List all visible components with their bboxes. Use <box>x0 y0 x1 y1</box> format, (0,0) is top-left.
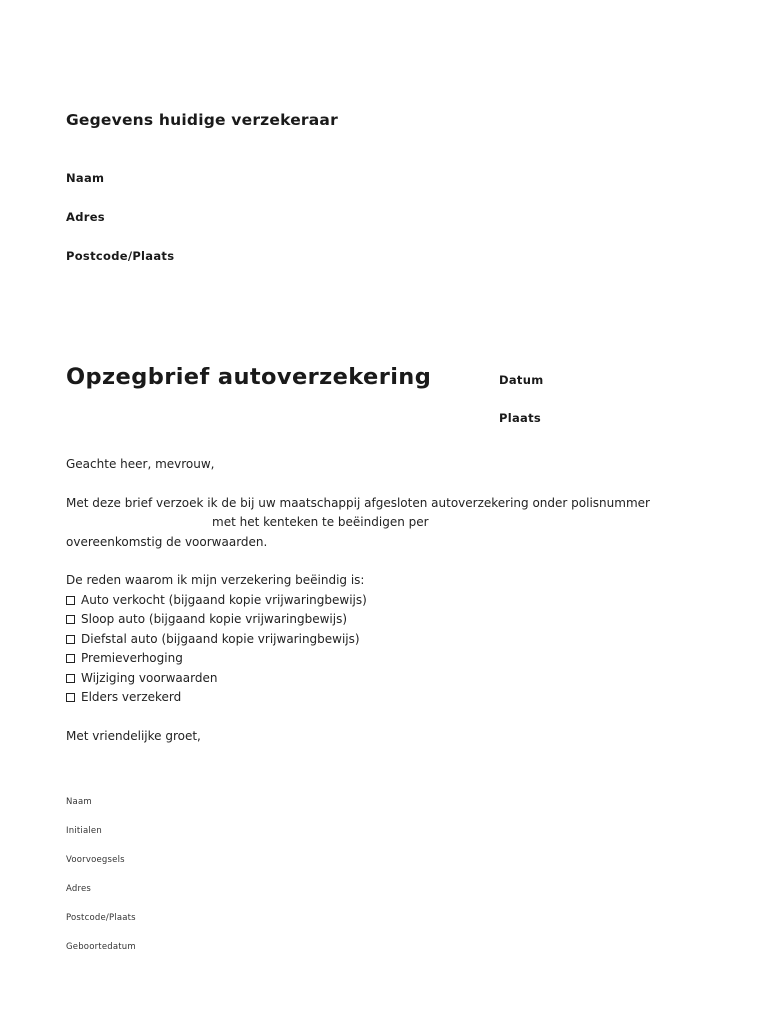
list-item <box>66 649 367 668</box>
body-line-3: overeenkomstig de voorwaarden. <box>66 535 268 549</box>
sender-prefix-label: Voorvoegsels <box>66 855 125 865</box>
reason-label: Auto verkocht (bijgaand kopie vrijwaringbewijs) <box>81 593 367 607</box>
reason-label: Sloop auto (bijgaand kopie vrijwaringbewijs) <box>81 612 348 627</box>
date-label: Datum <box>499 373 544 387</box>
checkbox-icon[interactable] <box>66 615 75 624</box>
checkbox-icon[interactable] <box>66 596 75 605</box>
place-label: Plaats <box>499 411 542 425</box>
salutation: Geachte heer, mevrouw, <box>66 457 215 471</box>
checkbox-icon[interactable] <box>66 635 75 644</box>
sender-name-label: Naam <box>66 797 92 807</box>
list-item <box>66 630 367 649</box>
sender-initials-label: Initialen <box>66 826 102 836</box>
closing: Met vriendelijke groet, <box>66 729 201 743</box>
list-item <box>66 669 367 688</box>
sender-postcode-label: Postcode/Plaats <box>66 913 136 923</box>
letter-title: Opzegbrief autoverzekering <box>66 364 432 390</box>
list-item <box>66 591 367 610</box>
reason-label: Elders verzekerd <box>81 689 182 704</box>
body-line-1: Met deze brief verzoek ik de bij uw maatschappij afgesloten autoverzekering onder polisnummer <box>66 496 650 510</box>
checkbox-icon[interactable] <box>66 654 75 663</box>
insurer-postcode-label: Postcode/Plaats <box>66 249 175 263</box>
reason-label: Premieverhoging <box>81 651 183 666</box>
reason-label: Wijziging voorwaarden <box>81 670 218 685</box>
sender-address-label: Adres <box>66 884 92 894</box>
insurer-section-heading: Gegevens huidige verzekeraar <box>66 111 338 129</box>
reason-label: Diefstal auto (bijgaand kopie vrijwaringbewijs) <box>81 631 360 646</box>
list-item <box>66 688 367 707</box>
insurer-name-label: Naam <box>66 171 105 185</box>
list-item <box>66 610 367 629</box>
checkbox-icon[interactable] <box>66 693 75 702</box>
insurer-address-label: Adres <box>66 210 105 224</box>
reasons-intro: De reden waarom ik mijn verzekering beëindig is: <box>66 573 365 587</box>
sender-birthdate-label: Geboortedatum <box>66 942 136 952</box>
reasons-list <box>66 591 367 707</box>
body-line-2: met het kenteken te beëindigen per <box>212 515 429 529</box>
checkbox-icon[interactable] <box>66 674 75 683</box>
